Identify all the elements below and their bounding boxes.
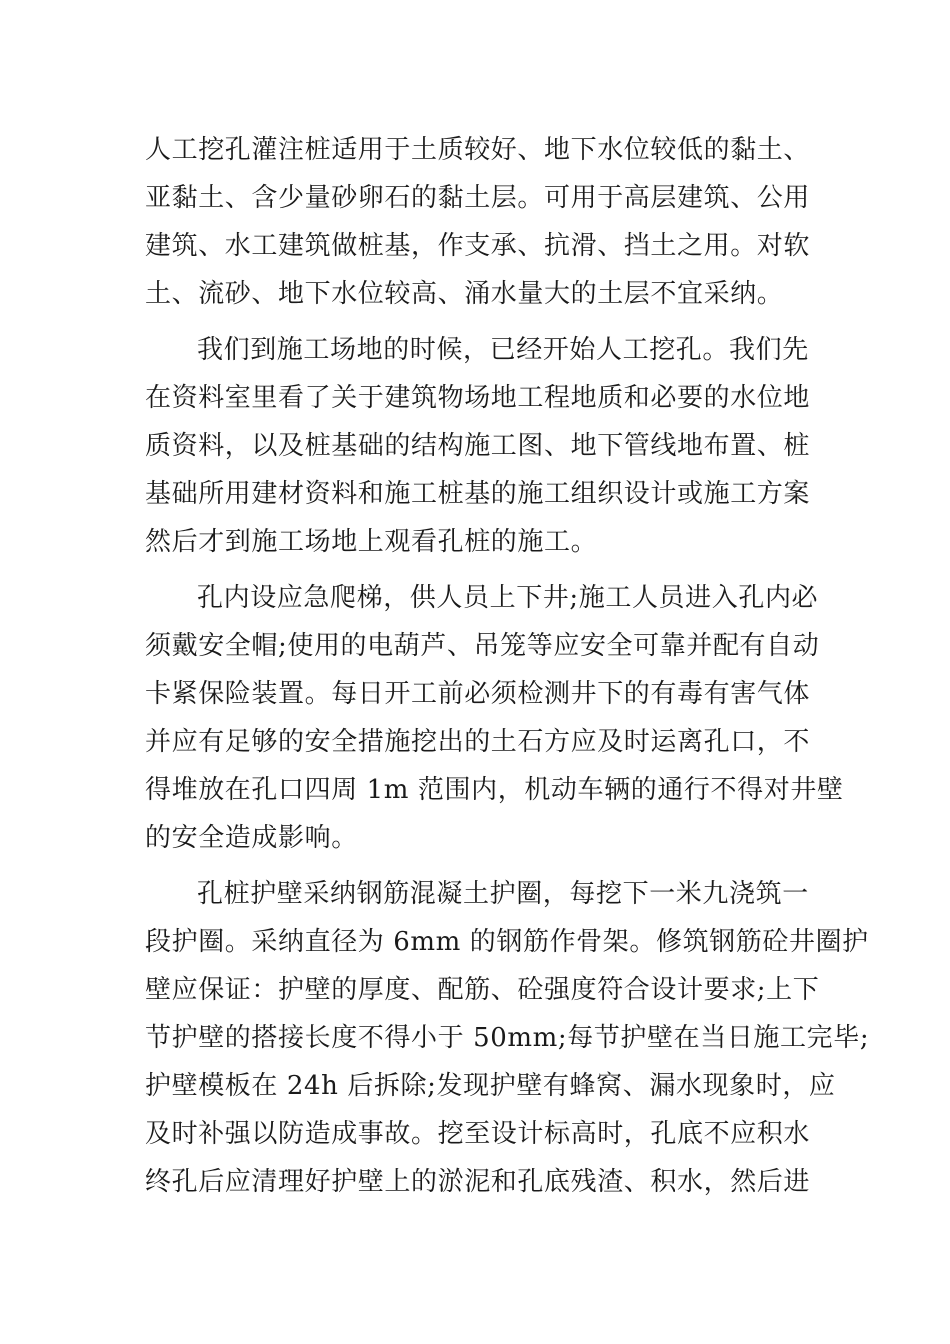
text-line: 护壁模板在 24h 后拆除;发现护壁有蜂窝、漏水现象时，应 (145, 1071, 836, 1101)
text-line: 须戴安全帽;使用的电葫芦、吊笼等应安全可靠并配有自动 (145, 631, 820, 661)
text-line: 我们到施工场地的时候，已经开始人工挖孔。我们先 (197, 335, 809, 365)
text-line: 壁应保证：护壁的厚度、配筋、砼强度符合设计要求;上下 (145, 975, 820, 1005)
text-line: 卡紧保险装置。每日开工前必须检测井下的有毒有害气体 (145, 679, 811, 709)
text-line: 人工挖孔灌注桩适用于土质较好、地下水位较低的黏土、 (145, 135, 811, 165)
text-line: 在资料室里看了关于建筑物场地工程地质和必要的水位地 (145, 383, 811, 413)
text-line: 终孔后应清理好护壁上的淤泥和孔底残渣、积水，然后进 (145, 1167, 811, 1197)
text-line: 并应有足够的安全措施挖出的土石方应及时运离孔口，不 (145, 727, 811, 757)
text-line: 孔桩护壁采纳钢筋混凝土护圈，每挖下一米九浇筑一 (197, 879, 809, 909)
text-line: 得堆放在孔口四周 1m 范围内，机动车辆的通行不得对井壁 (145, 775, 844, 805)
text-line: 段护圈。采纳直径为 6mm 的钢筋作骨架。修筑钢筋砼井圈护 (145, 927, 869, 957)
text-line: 土、流砂、地下水位较高、涌水量大的土层不宜采纳。 (145, 279, 784, 309)
text-line: 质资料，以及桩基础的结构施工图、地下管线地布置、桩 (145, 431, 811, 461)
text-line: 基础所用建材资料和施工桩基的施工组织设计或施工方案 (145, 479, 811, 509)
text-line: 建筑、水工建筑做桩基，作支承、抗滑、挡土之用。对软 (145, 231, 811, 261)
text-line: 然后才到施工场地上观看孔桩的施工。 (145, 527, 598, 557)
text-line: 的安全造成影响。 (145, 823, 358, 853)
text-line: 孔内设应急爬梯，供人员上下井;施工人员进入孔内必 (197, 583, 819, 613)
text-line: 节护壁的搭接长度不得小于 50mm;每节护壁在当日施工完毕; (145, 1023, 870, 1053)
text-line: 亚黏土、含少量砂卵石的黏土层。可用于高层建筑、公用 (145, 183, 811, 213)
text-line: 及时补强以防造成事故。挖至设计标高时，孔底不应积水 (145, 1119, 811, 1149)
